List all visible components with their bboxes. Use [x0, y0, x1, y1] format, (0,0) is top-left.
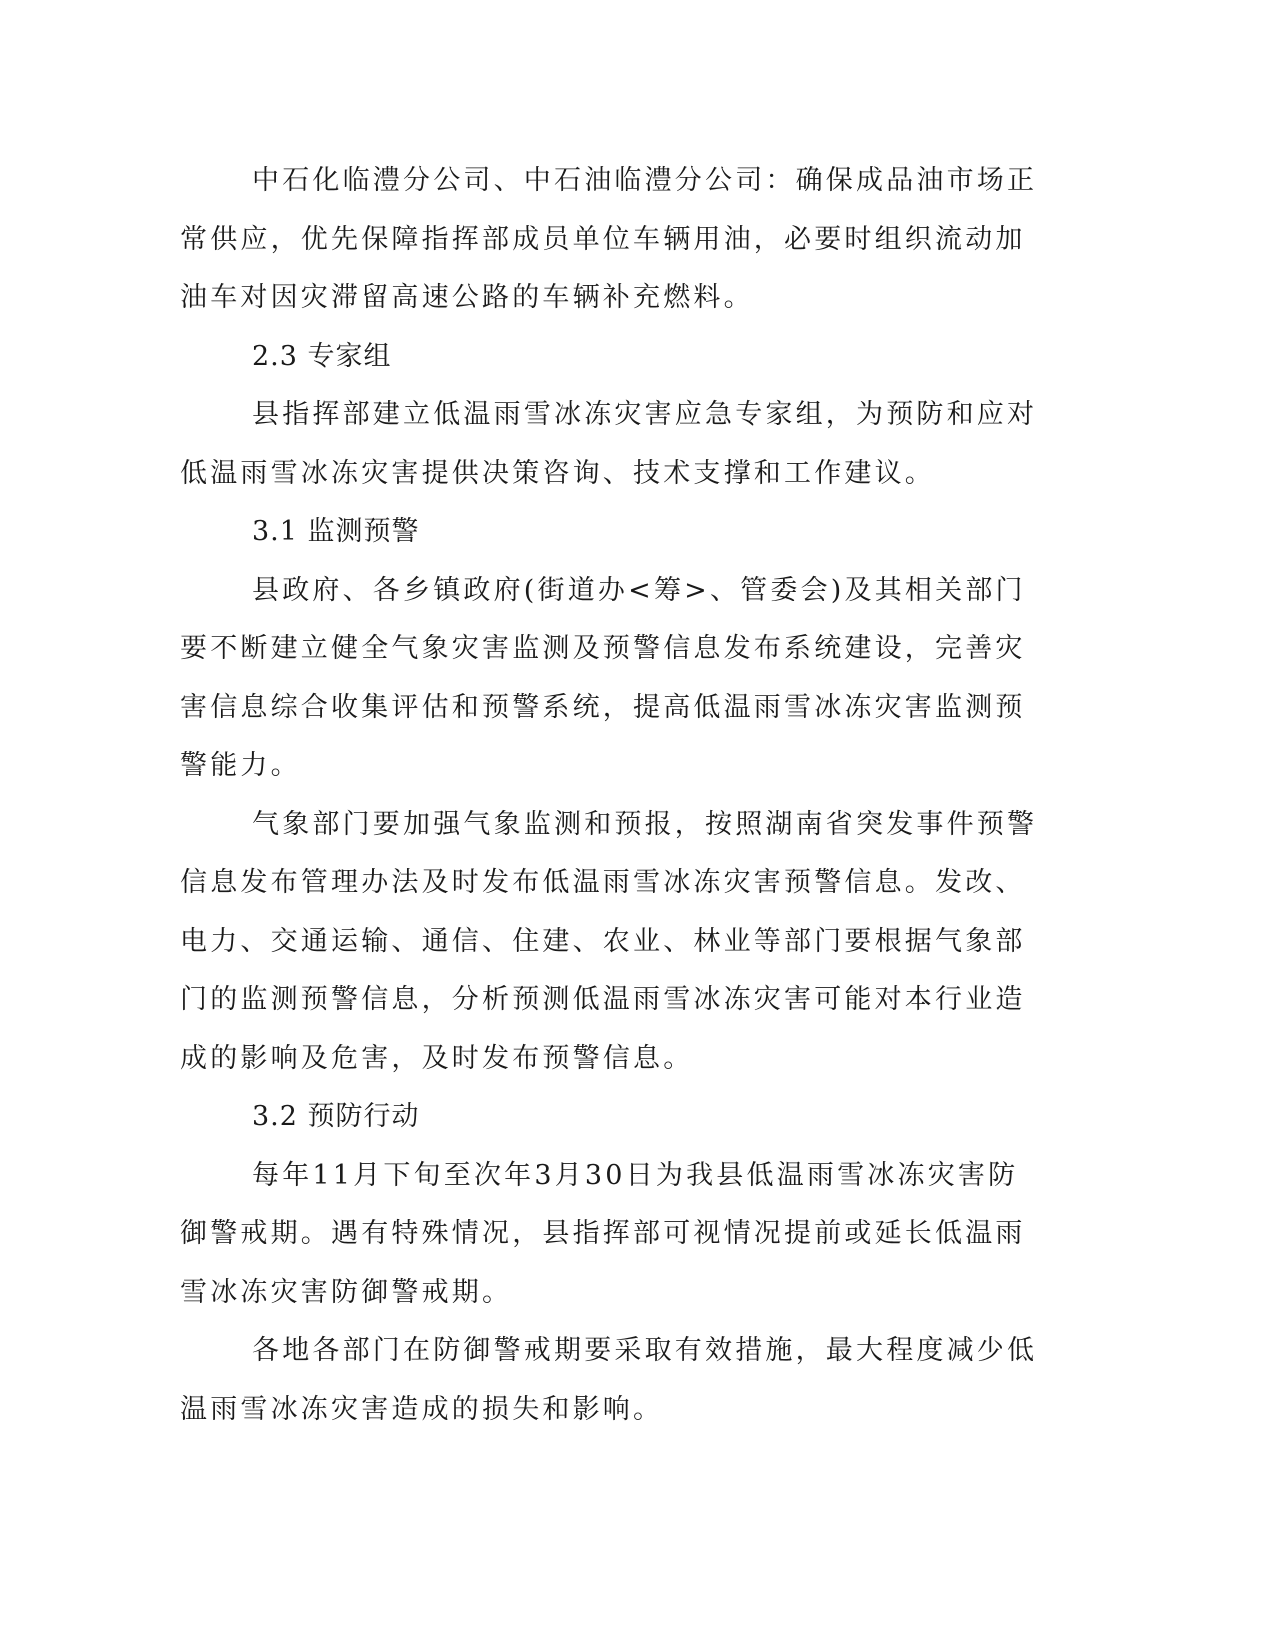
paragraph-expert-group: 县指挥部建立低温雨雪冰冻灾害应急专家组，为预防和应对低温雨雪冰冻灾害提供决策咨询、技术支撑和工作建议。: [180, 399, 1038, 489]
paragraph-alert-period: 每年11月下旬至次年3月30日为我县低温雨雪冰冻灾害防御警戒期。遇有特殊情况，县指挥部可视情况提前或延长低温雨雪冰冻灾害防御警戒期。: [180, 1159, 1026, 1308]
section-heading-monitoring-warning: 3.1 监测预警: [252, 516, 420, 547]
paragraph-reduce-losses: 各地各部门在防御警戒期要采取有效措施，最大程度减少低温雨雪冰冻灾害造成的损失和影响。: [180, 1335, 1038, 1425]
paragraph-monitoring-system: 县政府、各乡镇政府(街道办<筹>、管委会)及其相关部门要不断建立健全气象灾害监测及预警信息发布系统建设，完善灾害信息综合收集评估和预警系统，提高低温雨雪冰冻灾害监测预警能力。: [180, 574, 1026, 781]
document-body: [180, 152, 1040, 1439]
section-heading-prevention-action: 3.2 预防行动: [252, 1101, 420, 1132]
section-heading-expert-group: 2.3 专家组: [252, 340, 392, 372]
paragraph-fuel-supply: 中石化临澧分公司、中石油临澧分公司：确保成品油市场正常供应，优先保障指挥部成员单位车辆用油，必要时组织流动加油车对因灾滞留高速公路的车辆补充燃料。: [180, 165, 1038, 313]
paragraph-meteorology-warning: 气象部门要加强气象监测和预报，按照湖南省突发事件预警信息发布管理办法及时发布低温雨雪冰冻灾害预警信息。发改、电力、交通运输、通信、住建、农业、林业等部门要根据气象部门的监测预警信息，分析预测低温雨雪冰冻灾害可能对本行业造成的影响及危害，及时发布预警信息。: [180, 808, 1038, 1074]
